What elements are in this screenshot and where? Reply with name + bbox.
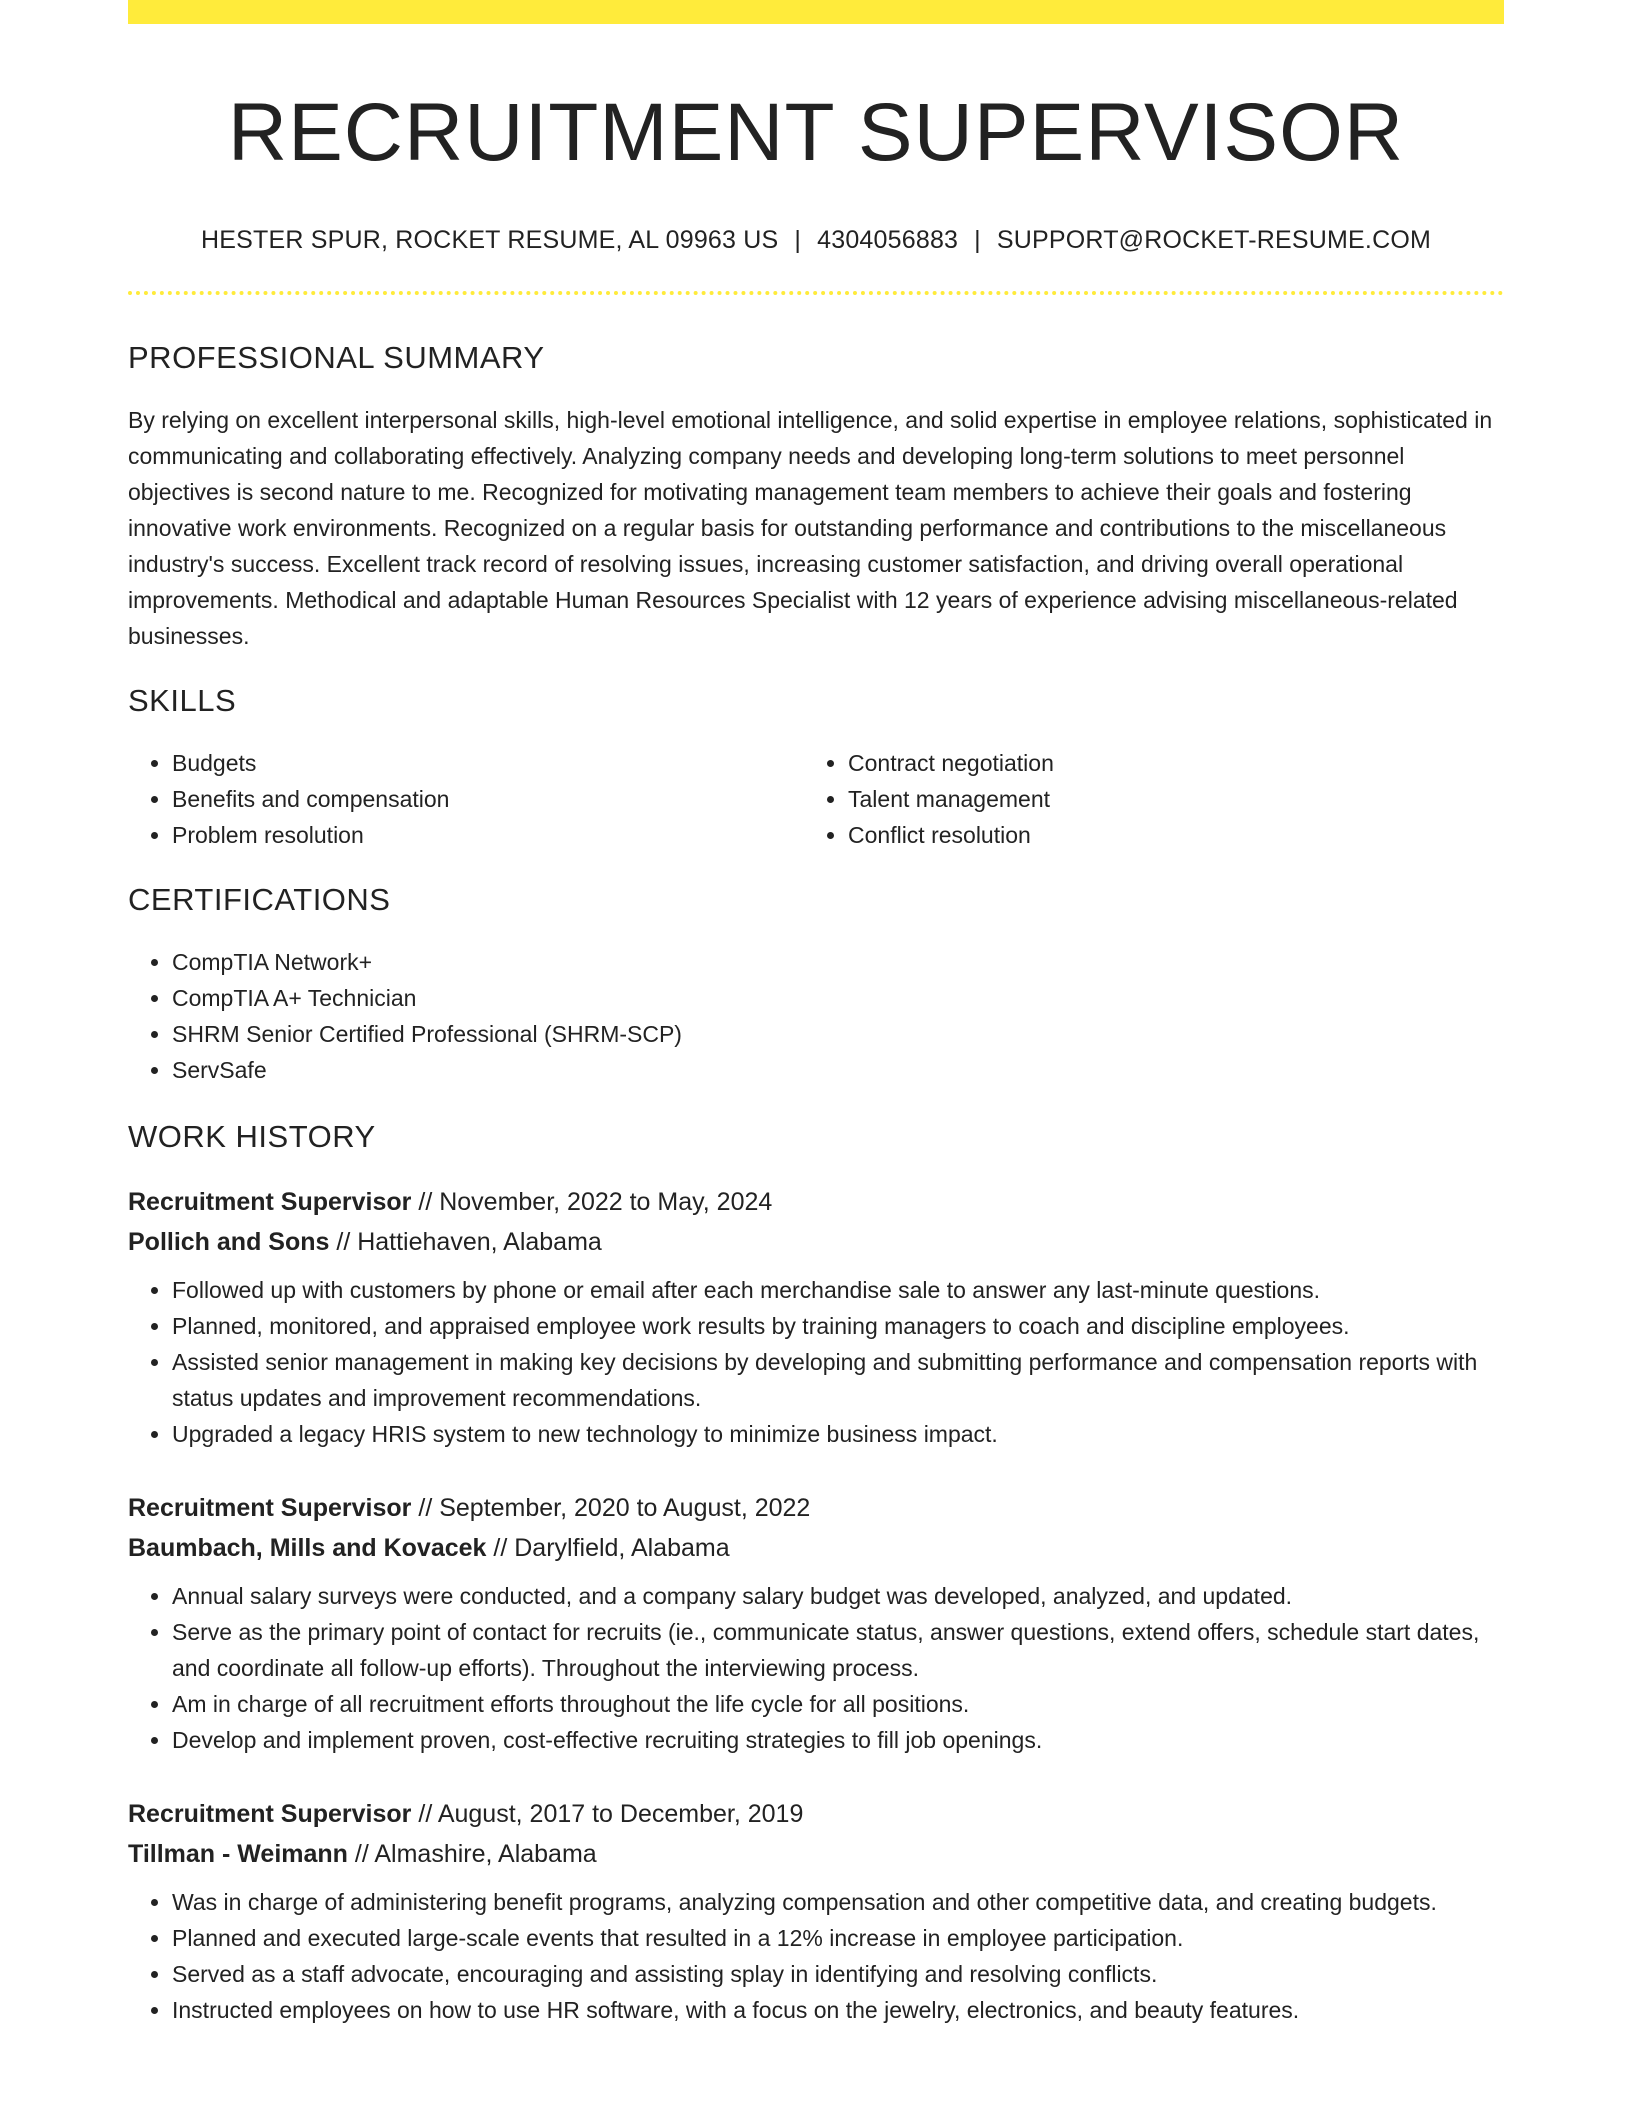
certification-item: • CompTIA Network+ [172,944,1504,980]
skill-item: • Benefits and compensation [172,781,804,817]
job-company: Pollich and Sons [128,1227,330,1256]
certifications-heading: CERTIFICATIONS [128,882,391,918]
job-bullet: • Annual salary surveys were conducted, and a company salary budget was developed, analyzed, and updated. [172,1578,1504,1614]
skill-item: • Problem resolution [172,817,804,853]
job-role-line [128,1488,1504,1528]
contact-email: SUPPORT@ROCKET-RESUME.COM [996,226,1432,255]
skills-heading: SKILLS [128,683,237,719]
job-bullet: • Am in charge of all recruitment efforts throughout the life cycle for all positions. [172,1686,1504,1722]
contact-separator: | [974,226,981,255]
job-company: Baumbach, Mills and Kovacek [128,1533,487,1562]
resume-title: RECRUITMENT SUPERVISOR [227,87,1405,178]
certification-item: • ServSafe [172,1052,1504,1088]
skill-item: • Conflict resolution [848,817,1480,853]
job-company: Tillman - Weimann [128,1839,348,1868]
job-bullets [128,1578,1504,1758]
job-role: Recruitment Supervisor [128,1493,412,1522]
certifications-list [128,944,1504,1088]
certification-item: • SHRM Senior Certified Professional (SHRM-SCP) [172,1016,1504,1052]
job-bullet: • Instructed employees on how to use HR software, with a focus on the jewelry, electronics, and beauty features. [172,1992,1504,2028]
job-company-line [128,1528,1504,1568]
job-bullet: • Planned, monitored, and appraised employee work results by training managers to coach and discipline employees. [172,1308,1504,1344]
job-entry [128,1182,1504,1452]
contact-address: HESTER SPUR, ROCKET RESUME, AL 09963 US [200,226,779,255]
job-entry [128,1488,1504,1758]
job-bullet: • Upgraded a legacy HRIS system to new technology to minimize business impact. [172,1416,1504,1452]
job-role-line [128,1794,1504,1834]
job-company-line [128,1222,1504,1262]
job-entry [128,1794,1504,2028]
job-bullet: • Followed up with customers by phone or email after each merchandise sale to answer any last-minute questions. [172,1272,1504,1308]
job-dates: // August, 2017 to December, 2019 [411,1799,804,1828]
job-dates: // September, 2020 to August, 2022 [411,1493,811,1522]
skills-list [128,745,1504,853]
job-location: // Darylfield, Alabama [486,1533,730,1562]
job-bullet: • Was in charge of administering benefit programs, analyzing compensation and other competitive data, and creating budgets. [172,1884,1504,1920]
job-role: Recruitment Supervisor [128,1187,412,1216]
job-bullets [128,1884,1504,2028]
skill-item: • Budgets [172,745,804,781]
work-history-heading: WORK HISTORY [128,1119,376,1155]
job-bullet: • Planned and executed large-scale events that resulted in a 12% increase in employee participation. [172,1920,1504,1956]
job-dates: // November, 2022 to May, 2024 [411,1187,773,1216]
summary-heading: PROFESSIONAL SUMMARY [128,339,545,375]
skill-item: • Talent management [848,781,1480,817]
job-role-line [128,1182,1504,1222]
job-role: Recruitment Supervisor [128,1799,412,1828]
contact-separator: | [794,226,802,255]
skills-column-right [804,745,1480,853]
skill-item: • Contract negotiation [848,745,1480,781]
job-location: // Hattiehaven, Alabama [329,1227,602,1256]
job-bullets [128,1272,1504,1452]
contact-phone: 4304056883 [817,226,959,255]
job-bullet: • Serve as the primary point of contact for recruits (ie., communicate status, answer questions, extend offers, schedule start dates, and coordinate all follow-up efforts). Throughout the interviewing process. [172,1614,1504,1686]
job-bullet: • Develop and implement proven, cost-effective recruiting strategies to fill job openings. [172,1722,1504,1758]
job-bullet: • Served as a staff advocate, encouraging and assisting splay in identifying and resolving conflicts. [172,1956,1504,1992]
job-bullet: • Assisted senior management in making key decisions by developing and submitting performance and compensation reports with status updates and improvement recommendations. [172,1344,1504,1416]
job-company-line [128,1834,1504,1874]
contact-line [128,224,1504,257]
certification-item: • CompTIA A+ Technician [172,980,1504,1016]
summary-text: By relying on excellent interpersonal skills, high-level emotional intelligence, and solid expertise in employee relations, sophisticated in communicating and collaborating effectively. Analyzing company needs and developing long-term solutions to meet personnel objectives is second nature to me. Recognized for motivating management team members to achieve their goals and fostering innovative work environments. Recognized on a regular basis for outstanding performance and contributions to the miscellaneous industry's success. Excellent track record of resolving issues, increasing customer satisfaction, and driving overall operational improvements. Methodical and adaptable Human Resources Specialist with 12 years of experience advising miscellaneous-related businesses. [128,407,1493,650]
skills-column-left [128,745,804,853]
accent-bar [128,0,1504,24]
resume-page [128,0,1504,2028]
job-location: // Almashire, Alabama [347,1839,597,1868]
dotted-divider [128,291,1504,295]
